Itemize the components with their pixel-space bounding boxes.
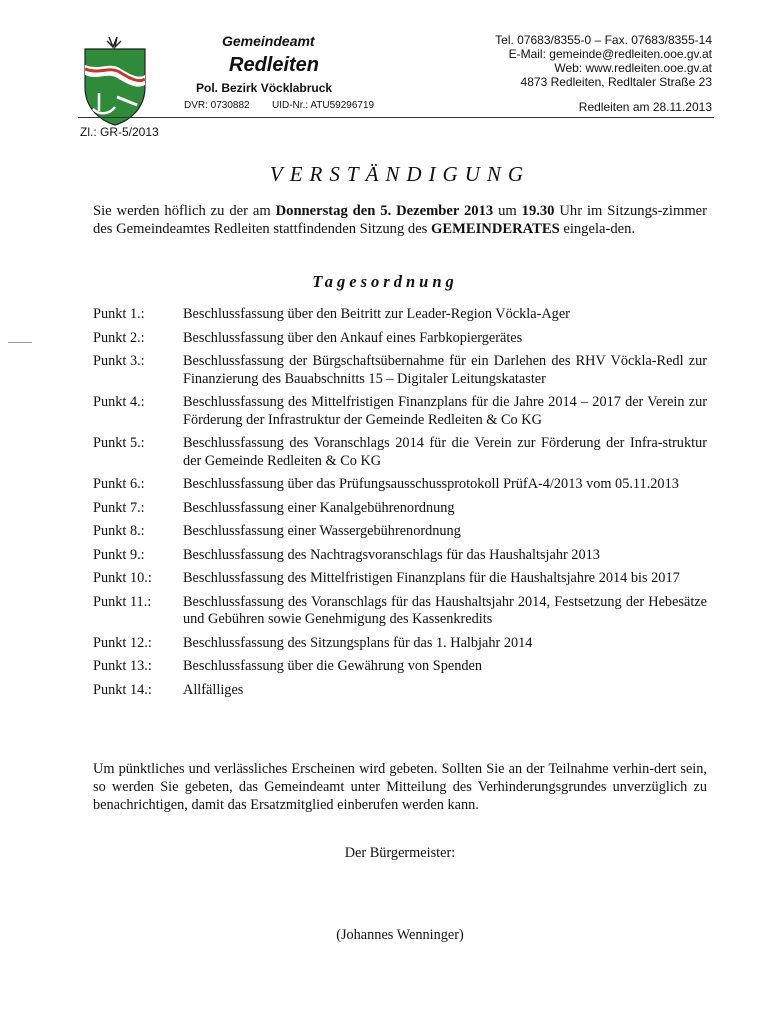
agenda-item — [93, 500, 707, 518]
agenda-item — [93, 330, 707, 348]
agenda-item-number: Punkt 12.: — [93, 634, 152, 651]
agenda-item-number: Punkt 2.: — [93, 329, 145, 346]
agenda-item — [93, 594, 707, 629]
agenda-item — [93, 547, 707, 565]
agenda-item — [93, 570, 707, 588]
agenda-item — [93, 523, 707, 541]
agenda-item-text: Beschlussfassung des Nachtragsvoranschlags für das Haushaltsjahr 2013 — [183, 546, 600, 563]
agenda-item-text: Beschlussfassung einer Wassergebührenordnung — [183, 523, 461, 539]
agenda-item — [93, 682, 707, 700]
margin-fold-mark — [8, 342, 32, 343]
agenda-item-number: Punkt 4.: — [93, 394, 145, 410]
signer-role: Der Bürgermeister: — [344, 845, 456, 861]
agenda-item-number: Punkt 3.: — [93, 353, 145, 369]
agenda-item-text: Beschlussfassung über den Beitritt zur Leader-Region Vöckla-Ager — [183, 306, 570, 322]
intro-text-1: Sie werden höflich zu der am — [93, 203, 276, 219]
agenda-item-text: Beschlussfassung des Voranschlags 2014 für die Verein zur Förderung der Infra-struktur der Gemeinde Redleiten & Co KG — [183, 435, 707, 469]
place-date: Redleiten am 28.11.2013 — [578, 100, 712, 114]
org-name-line2: Redleiten — [229, 54, 320, 76]
agenda-item-text: Allfälliges — [183, 681, 244, 698]
agenda-item — [93, 635, 707, 653]
agenda-item-number: Punkt 5.: — [93, 435, 145, 451]
agenda-item — [93, 353, 707, 388]
agenda-title: Tagesordnung — [312, 272, 458, 291]
signer-name: (Johannes Wenninger) — [336, 927, 464, 943]
agenda-item-text: Beschlussfassung über den Ankauf eines Farbkopiergerätes — [183, 329, 523, 346]
agenda-item-text: Beschlussfassung des Sitzungsplans für das 1. Halbjahr 2014 — [183, 634, 533, 651]
intro-text-2: um — [493, 203, 522, 219]
agenda-item — [93, 394, 707, 429]
website: Web: www.redleiten.ooe.gv.at — [554, 61, 712, 75]
phone-fax: Tel. 07683/8355-0 – Fax. 07683/8355-14 — [495, 33, 712, 47]
council-name: GEMEINDERATES — [431, 221, 560, 237]
agenda-item — [93, 658, 707, 676]
uid-number: UID-Nr.: ATU59296719 — [272, 100, 375, 111]
meeting-time: 19.30 — [521, 203, 555, 219]
municipal-coat-of-arms-logo — [79, 35, 151, 127]
document-title: VERSTÄNDIGUNG — [269, 162, 531, 186]
agenda-item-number: Punkt 11.: — [93, 593, 152, 610]
agenda-item-number: Punkt 6.: — [93, 476, 145, 492]
intro-text-3: Uhr im Sitzungs-zimmer des Gemeindeamtes Redleiten stattfindenden Sitzung des — [93, 203, 708, 237]
closing-paragraph: Um pünktliches und verlässliches Erscheinen wird gebeten. Sollten Sie an der Teilnahme verhin-dert sein, so werden Sie gebeten, das Gemeindeamt unter Mitteilung des Verhinderungsgrundes unverzüglich zu benachrichtigen, damit das Ersatzmitglied einberufen werden kann. — [93, 761, 707, 813]
header-divider — [78, 117, 714, 118]
agenda-item-number: Punkt 10.: — [93, 570, 152, 586]
district-name: Pol. Bezirk Vöcklabruck — [196, 81, 333, 95]
agenda-item-text: Beschlussfassung des Mittelfristigen Finanzplans für die Jahre 2014 – 2017 der Verein zur Förderung der Infrastruktur der Gemeinde Redleiten & Co KG — [183, 394, 707, 428]
agenda-item — [93, 476, 707, 494]
meeting-date: Donnerstag den 5. Dezember 2013 — [275, 203, 494, 219]
org-name-line1: Gemeindeamt — [222, 33, 315, 49]
agenda-list — [93, 306, 707, 699]
agenda-item-text: Beschlussfassung über das Prüfungsausschussprotokoll PrüfA-4/2013 vom 05.11.2013 — [183, 476, 679, 492]
dvr-number: DVR: 0730882 — [184, 100, 250, 111]
reference-number: Zl.: GR-5/2013 — [80, 125, 159, 139]
agenda-item-number: Punkt 9.: — [93, 546, 145, 563]
agenda-item-number: Punkt 1.: — [93, 306, 145, 322]
intro-text-4: eingela-den. — [559, 221, 636, 237]
agenda-item-number: Punkt 13.: — [93, 658, 152, 674]
agenda-item-number: Punkt 7.: — [93, 499, 145, 516]
intro-paragraph — [93, 202, 707, 238]
agenda-item-text: Beschlussfassung des Mittelfristigen Finanzplans für die Haushaltsjahre 2014 bis 2017 — [183, 570, 680, 586]
agenda-item-text: Beschlussfassung des Voranschlags für das Haushaltsjahr 2014, Festsetzung der Hebesätze und Gebühren sowie Genehmigung des Kassenkredits — [183, 593, 707, 627]
postal-address: 4873 Redleiten, Redltaler Straße 23 — [520, 75, 712, 89]
agenda-item-number: Punkt 14.: — [93, 681, 152, 698]
agenda-item-text: Beschlussfassung der Bürgschaftsübernahme für ein Darlehen des RHV Vöckla-Redl zur Finanzierung des Bauabschnitts 15 – Digitaler Leitungskataster — [183, 353, 707, 387]
email-address: E-Mail: gemeinde@redleiten.ooe.gv.at — [508, 47, 712, 61]
agenda-item-text: Beschlussfassung über die Gewährung von Spenden — [183, 658, 482, 674]
agenda-item-number: Punkt 8.: — [93, 523, 145, 539]
agenda-item-text: Beschlussfassung einer Kanalgebührenordnung — [183, 499, 455, 516]
agenda-item — [93, 306, 707, 324]
agenda-item — [93, 435, 707, 470]
